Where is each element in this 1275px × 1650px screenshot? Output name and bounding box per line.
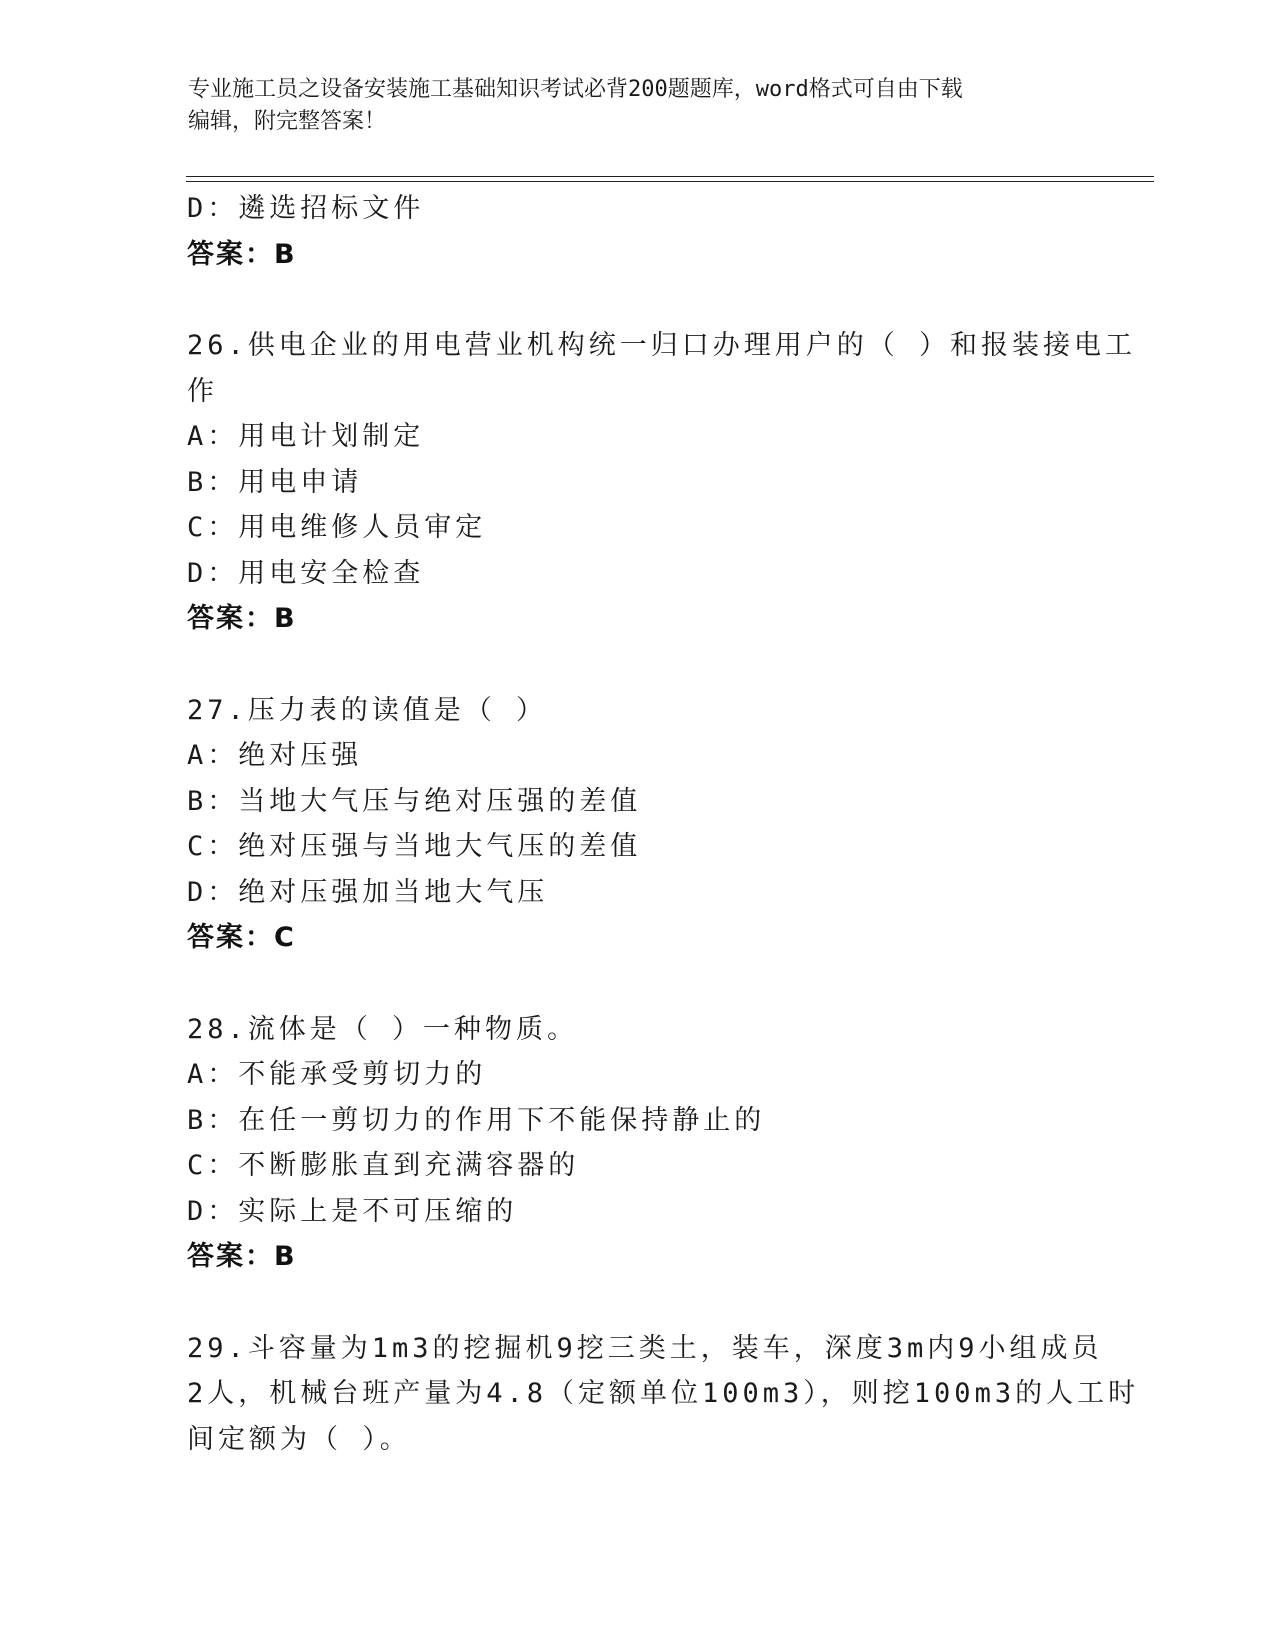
option-c: C：不断膨胀直到充满容器的	[187, 1150, 580, 1181]
option-d: D：用电安全检查	[187, 557, 425, 589]
option-c: C：用电维修人员审定	[187, 512, 487, 543]
question-block-29	[187, 1326, 1140, 1463]
document-header	[188, 74, 1088, 138]
question-text-line: 27.压力表的读值是（ ）	[187, 694, 548, 726]
question-list	[187, 186, 1140, 1462]
option-a: A：绝对压强	[187, 740, 363, 771]
question-text-line: 间定额为（ ）。	[187, 1423, 411, 1455]
option-d: D：实际上是不可压缩的	[187, 1195, 518, 1227]
question-block-27	[187, 688, 1067, 961]
question-block-25-continued	[187, 186, 1067, 277]
header-divider-bottom	[186, 181, 1154, 182]
block-spacer	[187, 642, 1067, 688]
block-spacer	[187, 961, 1067, 1007]
question-text-line: 2人，机械台班产量为4.8（定额单位100m3），则挖100m3的人工时	[187, 1378, 1140, 1409]
question-text-line: 28.流体是（ ）一种物质。	[187, 1013, 579, 1045]
answer-line: 答案：B	[187, 603, 297, 634]
header-line-1: 专业施工员之设备安装施工基础知识考试必背200题题库，word格式可自由下载	[188, 77, 963, 102]
header-line-2: 编辑，附完整答案！	[188, 109, 387, 134]
answer-line: 答案：C	[187, 922, 296, 953]
question-block-28	[187, 1007, 1067, 1280]
header-divider-top	[186, 176, 1154, 177]
option-b: B：当地大气压与绝对压强的差值	[187, 785, 642, 817]
option-a: A：用电计划制定	[187, 421, 425, 452]
option-a: A：不能承受剪切力的	[187, 1059, 487, 1090]
option-b: B：在任一剪切力的作用下不能保持静止的	[187, 1104, 766, 1136]
question-text-line: 作	[187, 375, 218, 407]
question-block-26	[187, 323, 1137, 642]
question-text-line: 26.供电企业的用电营业机构统一归口办理用户的（ ）和报装接电工	[187, 330, 1137, 361]
option-b: B：用电申请	[187, 466, 363, 498]
answer-line: 答案：B	[187, 1241, 297, 1272]
option-d: D：绝对压强加当地大气压	[187, 876, 549, 908]
block-spacer	[187, 277, 1067, 323]
answer-line: 答案：B	[187, 238, 297, 270]
option-c: C：绝对压强与当地大气压的差值	[187, 831, 642, 862]
option-d: D：遴选招标文件	[187, 193, 425, 224]
block-spacer	[187, 1280, 1067, 1326]
question-text-line: 29.斗容量为1m3的挖掘机9挖三类土，装车，深度3m内9小组成员	[187, 1332, 1103, 1364]
